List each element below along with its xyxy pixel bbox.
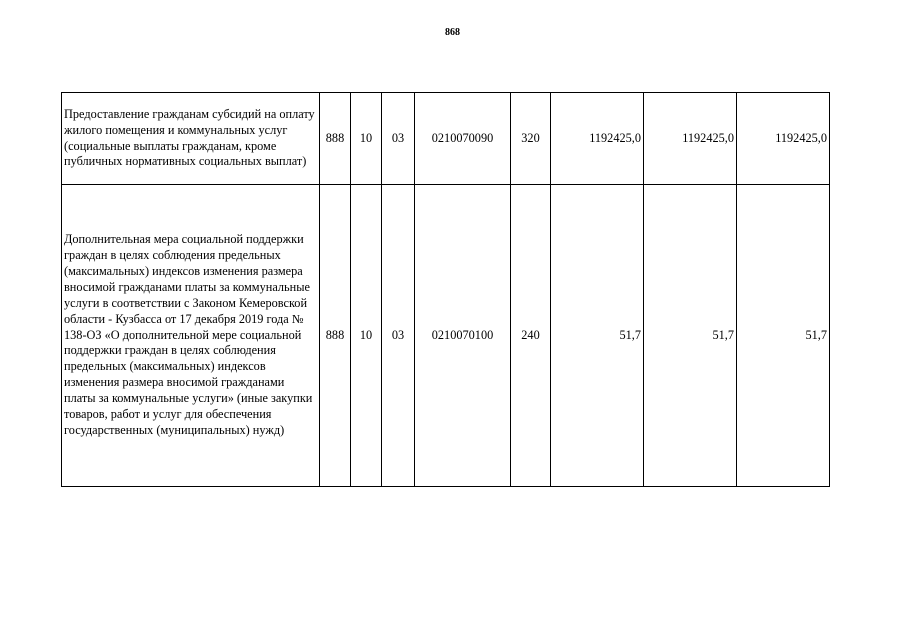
amount-year-3: 1192425,0 — [737, 93, 830, 185]
budget-table — [61, 92, 830, 487]
amount-year-2: 51,7 — [644, 185, 737, 487]
amount-year-1: 51,7 — [551, 185, 644, 487]
row-description: Дополнительная мера социальной поддержки граждан в целях соблюдения предельных (максимальных) индексов изменения размера вносимой гражданами платы за коммунальные услуги в соответствии с Законом Кемеровской области - Кузбасса от 17 декабря 2019 года № 138-ОЗ «О дополнительной мере социальной поддержки граждан в целях соблюдения предельных (максимальных) индексов изменения размера вносимой гражданами платы за коммунальные услуги» (иные закупки товаров, работ и услуг для обеспечения государственных (муниципальных) нужд) — [62, 185, 320, 487]
expense-type-code: 240 — [511, 185, 551, 487]
target-article-code: 0210070100 — [415, 185, 511, 487]
ministry-code: 888 — [320, 93, 351, 185]
section-code: 10 — [351, 93, 382, 185]
amount-year-1: 1192425,0 — [551, 93, 644, 185]
table-row — [62, 93, 830, 185]
page-number: 868 — [445, 27, 460, 38]
ministry-code: 888 — [320, 185, 351, 487]
section-code: 10 — [351, 185, 382, 487]
expense-type-code: 320 — [511, 93, 551, 185]
target-article-code: 0210070090 — [415, 93, 511, 185]
subsection-code: 03 — [382, 93, 415, 185]
row-description: Предоставление гражданам субсидий на оплату жилого помещения и коммунальных услуг (социальные выплаты гражданам, кроме публичных нормативных социальных выплат) — [62, 93, 320, 185]
subsection-code: 03 — [382, 185, 415, 487]
amount-year-2: 1192425,0 — [644, 93, 737, 185]
amount-year-3: 51,7 — [737, 185, 830, 487]
table-row — [62, 185, 830, 487]
